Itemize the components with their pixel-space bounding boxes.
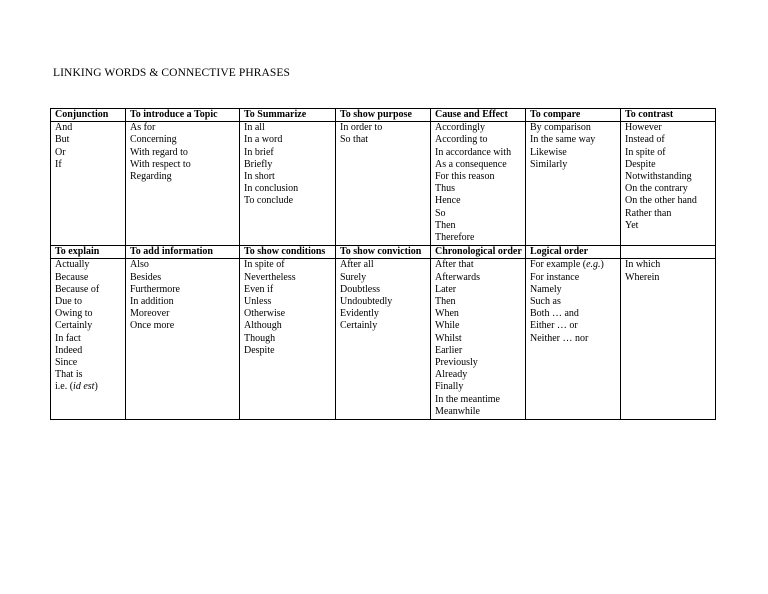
list-item: Owing to (55, 308, 93, 320)
list-item: Namely (530, 283, 562, 295)
list-item: Then (435, 296, 456, 308)
list-item: For instance (530, 271, 580, 283)
list-item: Instead of (625, 134, 665, 146)
list-item: If (55, 158, 62, 170)
list-item: Later (435, 283, 457, 295)
list-item: Despite (625, 158, 656, 170)
item-italic: id est (73, 381, 95, 393)
item-text: For example ( (530, 259, 587, 271)
list-item: Because of (55, 283, 100, 295)
list-item: Yet (625, 219, 639, 231)
item-text: i.e. ( (55, 381, 74, 393)
list-item (530, 259, 617, 271)
list-item: On the other hand (625, 195, 697, 207)
column-header (621, 246, 715, 259)
list-item: In short (244, 171, 275, 183)
list-item: Evidently (340, 308, 379, 320)
list-item: In all (244, 122, 265, 134)
list-item: In conclusion (244, 183, 299, 195)
list-item: To conclude (244, 195, 294, 207)
column-header: To explain (51, 246, 125, 259)
list-item: As a consequence (435, 158, 507, 170)
column-header: Chronological order (431, 246, 525, 259)
table-cell (240, 109, 336, 246)
list-item: In the meantime (435, 393, 500, 405)
list-item: Also (130, 259, 149, 271)
list-item: Nevertheless (244, 271, 296, 283)
list-item: Hence (435, 195, 461, 207)
table-cell (431, 109, 526, 246)
list-item: Meanwhile (435, 405, 480, 417)
table-cell (51, 246, 126, 420)
list-item: Although (244, 320, 282, 332)
list-item: Due to (55, 296, 82, 308)
column-header: To compare (526, 109, 620, 122)
list-item: In order to (340, 122, 383, 134)
list-item: However (625, 122, 662, 134)
list-item: Unless (244, 296, 272, 308)
list-item: Indeed (55, 344, 83, 356)
column-header: To introduce a Topic (126, 109, 239, 122)
item-text: ) (600, 259, 604, 271)
list-item: Furthermore (130, 283, 180, 295)
list-item: Actually (55, 259, 90, 271)
list-item: Or (55, 146, 66, 158)
item-italic: e.g. (586, 259, 601, 271)
table-cell (336, 109, 431, 246)
table-cell (240, 246, 336, 420)
list-item: In addition (130, 296, 174, 308)
list-item: Because (55, 271, 89, 283)
list-item: In spite of (244, 259, 285, 271)
table-row (51, 109, 716, 246)
list-item: So that (340, 134, 369, 146)
list-item: With respect to (130, 158, 191, 170)
linking-words-table (50, 108, 716, 420)
list-item: Rather than (625, 207, 672, 219)
column-header: To Summarize (240, 109, 335, 122)
table-row (51, 246, 716, 420)
column-header: Conjunction (51, 109, 125, 122)
list-item: Certainly (55, 320, 93, 332)
list-item: In spite of (625, 146, 666, 158)
list-item: Briefly (244, 158, 273, 170)
list-item: Already (435, 369, 468, 381)
list-item: Notwithstanding (625, 171, 692, 183)
list-item: But (55, 134, 70, 146)
list-item: Accordingly (435, 122, 485, 134)
list-item (55, 381, 122, 393)
table-cell (621, 246, 716, 420)
table-cell (431, 246, 526, 420)
list-item: Such as (530, 296, 561, 308)
list-item: Since (55, 357, 78, 369)
table-cell (526, 246, 621, 420)
list-item: Neither … nor (530, 332, 589, 344)
list-item: By comparison (530, 122, 591, 134)
list-item: Once more (130, 320, 175, 332)
list-item: With regard to (130, 146, 188, 158)
column-header: Logical order (526, 246, 620, 259)
list-item: According to (435, 134, 488, 146)
list-item: Besides (130, 271, 162, 283)
list-item: After all (340, 259, 374, 271)
list-item: Surely (340, 271, 367, 283)
table-cell (526, 109, 621, 246)
list-item: While (435, 320, 460, 332)
list-item: Then (435, 219, 456, 231)
list-item: Regarding (130, 171, 172, 183)
table-cell (51, 109, 126, 246)
item-text: ) (94, 381, 98, 393)
column-header: To show conviction (336, 246, 430, 259)
list-item: Therefore (435, 232, 475, 244)
list-item: Even if (244, 283, 274, 295)
list-item: Similarly (530, 158, 568, 170)
column-header: To add information (126, 246, 239, 259)
table-cell (621, 109, 716, 246)
list-item: Moreover (130, 308, 170, 320)
list-item: Despite (244, 344, 275, 356)
table-cell (126, 246, 240, 420)
list-item: Whilst (435, 332, 462, 344)
column-header: To show conditions (240, 246, 335, 259)
list-item: Thus (435, 183, 455, 195)
list-item: In fact (55, 332, 81, 344)
list-item: In a word (244, 134, 283, 146)
list-item: Though (244, 332, 276, 344)
list-item: Otherwise (244, 308, 286, 320)
list-item: Earlier (435, 344, 463, 356)
table-cell (336, 246, 431, 420)
list-item: Doubtless (340, 283, 380, 295)
list-item: On the contrary (625, 183, 688, 195)
list-item: In accordance with (435, 146, 512, 158)
list-item: Both … and (530, 308, 579, 320)
list-item: Undoubtedly (340, 296, 393, 308)
document-title: LINKING WORDS & CONNECTIVE PHRASES (53, 67, 291, 79)
table-cell (126, 109, 240, 246)
list-item: In the same way (530, 134, 596, 146)
column-header: Cause and Effect (431, 109, 525, 122)
list-item: In brief (244, 146, 274, 158)
column-header: To contrast (621, 109, 715, 122)
list-item: So (435, 207, 446, 219)
list-item: For this reason (435, 171, 495, 183)
list-item: Afterwards (435, 271, 480, 283)
list-item: Finally (435, 381, 464, 393)
list-item: Concerning (130, 134, 177, 146)
list-item: After that (435, 259, 474, 271)
list-item: That is (55, 369, 83, 381)
list-item: In which (625, 259, 661, 271)
list-item: Likewise (530, 146, 567, 158)
list-item: And (55, 122, 73, 134)
list-item: Previously (435, 357, 478, 369)
list-item: Either … or (530, 320, 578, 332)
list-item: When (435, 308, 459, 320)
column-header: To show purpose (336, 109, 430, 122)
list-item: Wherein (625, 271, 660, 283)
list-item: Certainly (340, 320, 378, 332)
list-item: As for (130, 122, 156, 134)
